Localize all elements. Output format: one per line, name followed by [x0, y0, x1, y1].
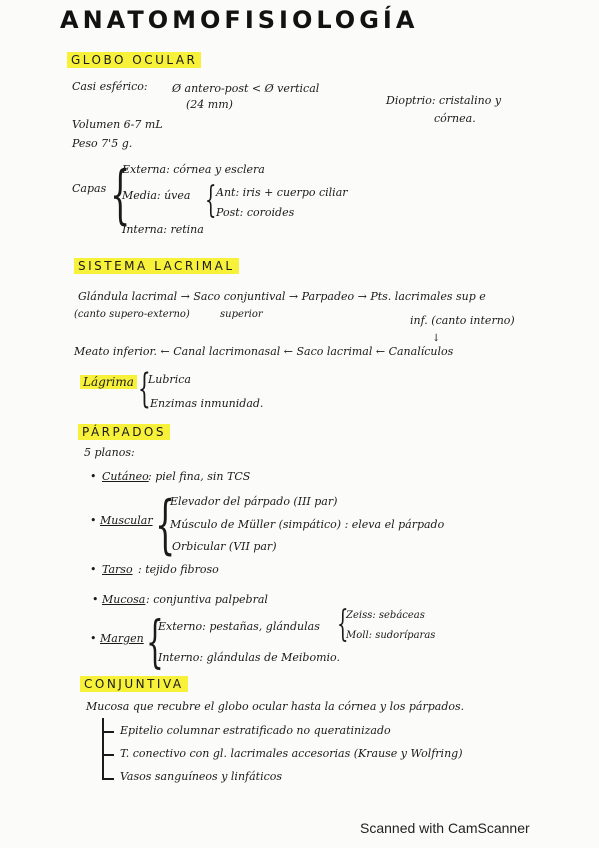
lacrimal-row-1-mid: superior — [220, 309, 263, 320]
muscular-label: Muscular — [100, 514, 153, 527]
dioptrio-text-2: córnea. — [434, 112, 476, 125]
bullet-mucosa: • — [92, 593, 99, 606]
lacrimal-row-2: Meato inferior. ← Canal lacrimonasal ← Saco lacrimal ← Canalículos — [74, 345, 454, 358]
capa-externa: Externa: córnea y esclera — [122, 163, 265, 176]
peso-text: Peso 7'5 g. — [72, 137, 133, 150]
volumen-text: Volumen 6-7 mL — [72, 118, 163, 131]
muscular-brace: { — [155, 488, 176, 562]
margen-brace: { — [146, 610, 164, 675]
casi-text: Ø antero-post < Ø vertical — [172, 82, 320, 95]
margen-externo: Externo: pestañas, glándulas — [158, 620, 320, 633]
muscular-orbicular: Orbicular (VII par) — [172, 540, 277, 553]
scanner-watermark: Scanned with CamScanner — [360, 820, 530, 836]
tarso-text: : tejido fibroso — [138, 563, 219, 576]
margen-label: Margen — [100, 632, 144, 645]
tree-branch-3 — [102, 778, 114, 780]
margen-interno: Interno: glándulas de Meibomio. — [158, 651, 340, 664]
planos-text: 5 planos: — [84, 446, 135, 459]
casi-label: Casi esférico: — [72, 80, 148, 93]
tree-branch-1 — [102, 731, 114, 733]
bullet-muscular: • — [90, 514, 97, 527]
conjuntiva-item-2: T. conectivo con gl. lacrimales accesorias (Krause y Wolfring) — [120, 747, 463, 760]
muscular-muller: Músculo de Müller (simpático) : eleva el párpado — [170, 518, 445, 531]
glandulas-brace: { — [337, 604, 349, 645]
capa-interna: Interna: retina — [122, 223, 204, 236]
lacrimal-row-1-right: inf. (canto interno) — [410, 314, 515, 327]
lacrimal-row-1: Glándula lacrimal → Saco conjuntival → Parpadeo → Pts. lacrimales sup e — [78, 290, 486, 303]
casi-mm: (24 mm) — [186, 98, 233, 111]
dioptrio-text: Dioptrio: cristalino y — [386, 94, 502, 107]
capas-label: Capas — [72, 182, 107, 195]
sistema-lacrimal-heading: SISTEMA LACRIMAL — [74, 258, 239, 274]
cutaneo-text: : piel fina, sin TCS — [148, 470, 251, 483]
muscular-elevador: Elevador del párpado (III par) — [170, 495, 338, 508]
conjuntiva-heading: CONJUNTIVA — [80, 676, 188, 692]
mucosa-text: : conjuntiva palpebral — [146, 593, 268, 606]
conjuntiva-item-3: Vasos sanguíneos y linfáticos — [120, 770, 283, 783]
cutaneo-label: Cutáneo — [102, 470, 149, 483]
capa-media-ant: Ant: iris + cuerpo ciliar — [216, 186, 348, 199]
mucosa-label: Mucosa — [102, 593, 146, 606]
page-title: ANATOMOFISIOLOGÍA — [60, 6, 419, 34]
down-arrow-icon: ↓ — [432, 333, 441, 344]
media-brace: { — [205, 180, 217, 221]
glandulas-zeiss: Zeiss: sebáceas — [346, 610, 425, 621]
globo-ocular-heading: GLOBO OCULAR — [67, 52, 201, 68]
conjuntiva-tree-line — [102, 718, 104, 780]
bullet-tarso: • — [90, 563, 97, 576]
tree-branch-2 — [102, 754, 114, 756]
glandulas-moll: Moll: sudoríparas — [346, 630, 436, 641]
capas-brace: { — [110, 158, 131, 232]
conjuntiva-intro: Mucosa que recubre el globo ocular hasta la córnea y los párpados. — [86, 700, 465, 713]
bullet-margen: • — [90, 632, 97, 645]
lagrima-lubrica: Lubrica — [148, 373, 191, 386]
capa-media-post: Post: coroides — [216, 206, 295, 219]
conjuntiva-item-1: Epitelio columnar estratificado no queratinizado — [120, 724, 391, 737]
lagrima-brace: { — [138, 366, 151, 412]
capa-media: Media: úvea — [122, 189, 191, 202]
lagrima-label: Lágrima — [80, 375, 137, 389]
lagrima-enzimas: Enzimas inmunidad. — [150, 397, 264, 410]
bullet-cutaneo: • — [90, 470, 97, 483]
tarso-label: Tarso — [102, 563, 133, 576]
lacrimal-row-1-left: (canto supero-externo) — [74, 309, 190, 320]
parpados-heading: PÁRPADOS — [78, 424, 170, 440]
